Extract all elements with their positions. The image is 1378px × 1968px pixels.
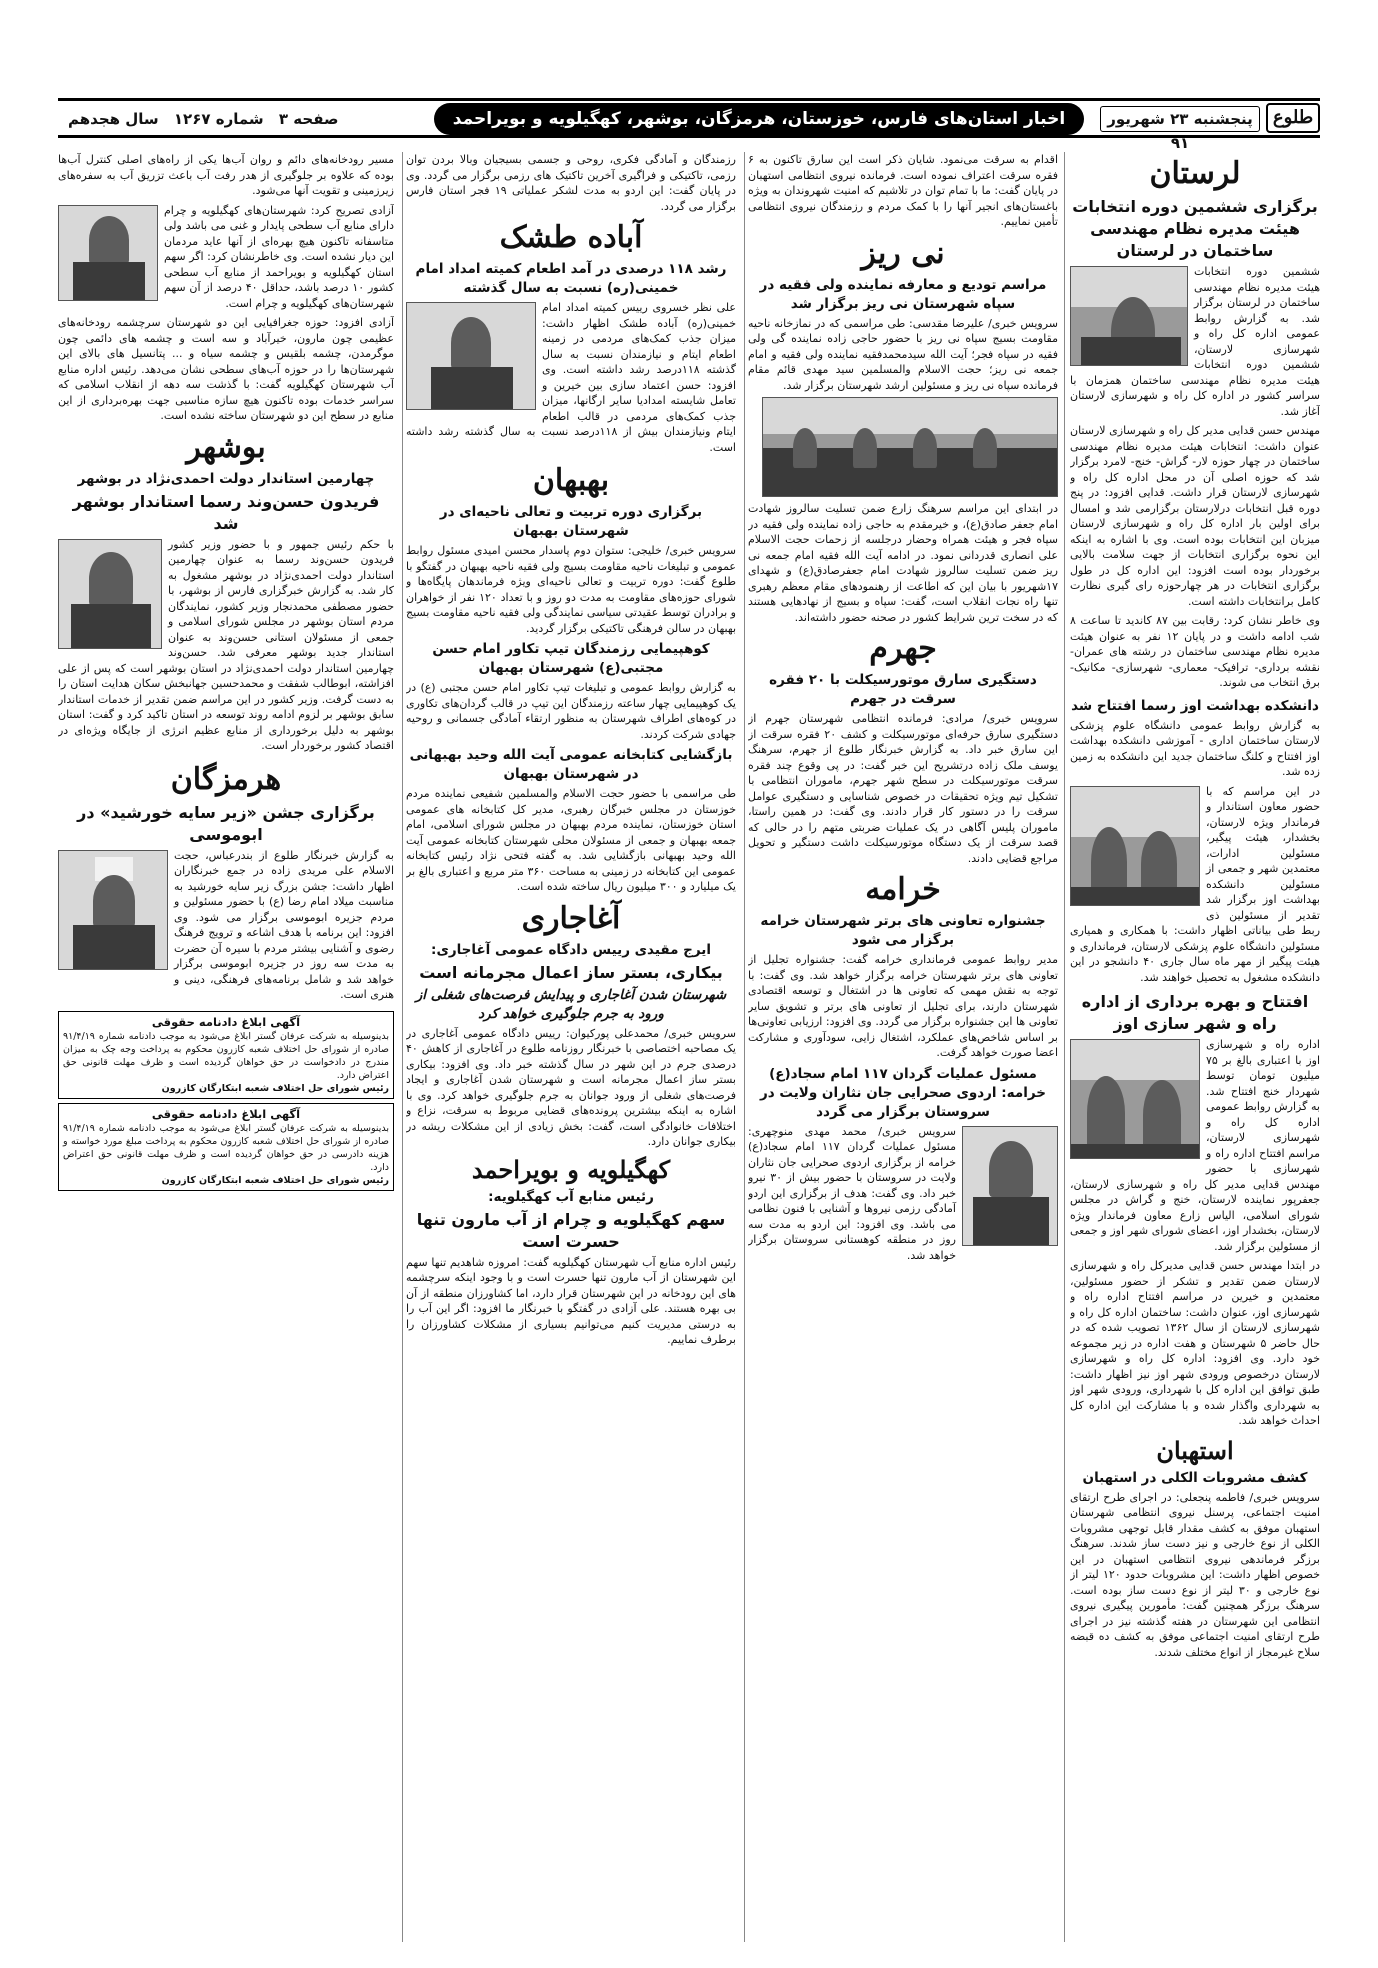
article-headline: فریدون حسن‌وند رسما استاندار بوشهر شد [72,491,380,533]
issue-meta [58,106,378,132]
article-body: آزادی افزود: حوزه جغرافیایی این دو شهرستان سرچشمه رودخانه‌های عظیمی چون مارون، خیرآباد و سه است و چشمه های دائمی چون موگرمدن، چشمه بلقیس و چشمه سیاه و ... پتانسیل های بالای این شهرستان‌ها را در حوزه آب‌های سطحی نشان می‌دهد. رئیس اداره منابع آب شهرستان کهگیلویه گفت: با گذشت سه دهه از انقلاب اسلامی که سراسر خدمات بوده تاکنون هیچ سازه مناسبی جهت بهره‌برداری از این منابع در سطح این دو شهرستان ساخته نشده است. [58,316,394,422]
newspaper-logo: طلوع [1266,103,1320,133]
article-body: به گزارش روابط عمومی و تبلیغات تیپ تکاور امام حسن مجتبی (ع) در یک کوهپیمایی چهار ساعته رزمندگان این تیپ در قالب گردان‌های تکاوری در کوه‌های اطراف شهرستان به منظور ارتقاء آمادگی جسمانی و روحیه جهادی شرکت کردند. [406,681,736,741]
article-body: در ابتدای این مراسم سرهنگ زارع ضمن تسلیت سالروز شهادت امام جعفر صادق(ع)، و خیرمقدم به حاجی زاده نماینده ولی فقیه در سپاه فجر و هیئت همراه وحضار درجلسه از زحمات حجت الاسلام علی انصاری قدردانی نمود. در ادامه آیت الله فقیه امام جمعه نی ریز ضمن تسلیت سالروز شهادت امام جعفرصادق(ع) و شهدای ۱۷شهریور با بیان این که اطاعت از رهنمودهای مقام معظم رهبری تنها راه نجات انقلاب است، گفت: سپاه و بسیج از نهادهایی هستند که در سخت ترین شرایط کشور در صحنه حضور داشته‌اند. [748,502,1058,624]
portrait-photo [58,850,168,970]
portrait-photo [58,539,162,649]
section-heading: بوشهر [186,429,266,465]
news-photo [1070,1039,1200,1159]
section-heading: استهبان [1156,1435,1234,1465]
article-headline: برگزاری جشن «زیر سایه خورشید» در ابوموسی [77,802,375,844]
article-body: اداره راه و شهرسازی اوز با اعتباری بالغ بر ۷۵ میلیون تومان توسط شهردار خنج افتتاح شد. به گزارش روابط عمومی اداره کل راه و شهرسازی لارستان، مراسم افتتاح اداره راه و شهرسازی با حضور مهندس قدایی مدیر کل راه و شهرسازی لارستان، جعفرپور نماینده لارستان، خنج و گراش در مجلس شورای اسلامی، الیاس زارع معاون فرماندار ویژه لارستان، بخشدار اوز، اعضای شورای شهر اوز و جمعی از مسئولین برگزار شد. [1070,1038,1320,1253]
article-body: آزادی تصریح کرد: شهرستان‌های کهگیلویه و چرام دارای منابع آب سطحی پایدار و غنی می باشد ولی متاسفانه تاکنون هیچ بهره‌ای از آنها عاید مردمان این دیار نشده است. وی خاطرنشان کرد: اگر سهم استان کهگیلویه و بویراحمد از منابع آب سطحی کشور ۱۰ درصد باشد، حداقل ۴۰ درصد از آن سهم شهرستان‌های کهگیلویه و چرام است. [164,203,394,310]
article-headline: برگزاری دوره تربیت و تعالی ناحیه‌ای در شهرستان بهبهان [439,504,703,539]
news-photo [1070,786,1200,906]
article-body: سرویس خبری/ مرادی: فرمانده انتظامی شهرستان جهرم از دستگیری سارق حرفه‌ای موتورسیکلت و کشف ۲۰ فقره سرقت از این سارق خبر داد. به گزارش خبرنگار طلوع از جهرم، سرهنگ یوسف ملک زاده درتشریح این خبر گفت: در پی وقوع چند فقره سرقت موتورسیکلت در سطح شهر جهرم، ماموران انتظامی با تشکیل تیم ویژه تحقیقات در خصوص شناسایی و دستگیری عوامل سرقت را در دستور کار قرار دادند. وی گفت: در همین راستا، ماموران پلیس آگاهی در یک عملیات ضربتی متهم را در حالی که قصد سرقت از یک دستگاه موتورسیکلت داشت دستگیر و تحویل مراجع قضایی دادند. [748,712,1058,865]
section-heading: آباده طشک [499,220,643,255]
article-subheadline: رئیس منابع آب کهگیلویه: [488,1188,654,1205]
article-headline: رشد ۱۱۸ درصدی در آمد اطعام کمیته امداد امام خمینی(ره) نسبت به سال گذشته [415,261,727,296]
article-body: ششمین دوره انتخابات هیئت مدیره نظام مهندسی ساختمان در لرستان برگزار شد. به گزارش روابط عمومی اداره کل راه و شهرسازی لارستان، ششمین دوره انتخابات هیئت مدیره نظام مهندسی ساختمان همزمان با سراسر کشور در اداره کل راه و شهرسازی لارستان آغاز شد. [1070,265,1320,418]
legal-notice [58,1103,394,1191]
notice-title: آگهی ابلاغ دادنامه حقوقی [151,1106,301,1121]
article-body: طی مراسمی با حضور حجت الاسلام والمسلمین شفیعی نماینده مردم خوزستان در مجلس خبرگان رهبری، مدیر کل کتابخانه های عمومی استان خوزستان، نماینده مردم بهبهان در مجلس شورای اسلامی، امام جمعه بهبهان و جمعی از مسئولان محلی شهرستان کتابخانه عمومی آیت الله وحید بهبهانی بازگشایی شد. به گفته فتحی نژاد رئیس کتابخانه عمومی این کتابخانه در زمینی به مساحت ۳۶۰ متر مربع و اعتباری بالغ بر یک میلیارد و ۳۰۰ میلیون ریال ساخته شده است. [406,787,736,893]
article-body: سرویس خبری/ محمدعلی پورکیوان: رییس دادگاه عمومی آغاجاری در یک مصاحبه اختصاصی با خبرنگار روزنامه طلوع در آغاجاری از کاهش ۴۰ درصدی جرم در این شهر در سال گذشته خبر داد. وی افزود: بیکاری بستر ساز اعمال مجرمانه است و شهرستان شدن آغاجاری و ایجاد فرصت‌های شغلی از ورود جوانان به جرم جلوگیری خواهد کرد. وی با اشاره به اینکه بیشترین پرونده‌های قضایی مربوط به سرقت، نزاع و اختلافات خانوادگی است، گفت: بخش زیادی از این مشکلات ریشه در بیکاری جوانان دارد. [406,1026,736,1148]
article-body: مهندس حسن قدایی مدیر کل راه و شهرسازی لارستان عنوان داشت: انتخابات هیئت مدیره نظام مهندسی ساختمان در چهار حوزه لار- گراش- خنج- لامرد برگزار شد که حوزه اصلی آن در محل اداره کل راه و شهرسازی لارستان قرار داشت. قدایی افزود: در پنج دوره قبل انتخابات درلارستان برگزارمی شد و امسال برای اولین بار اداره کل راه و شهرسازی لارستان میزبان این انتخابات بوده است. وی با اشاره به اینکه این نحوه برگزاری انتخابات از جهت سلامت بالایی برخوردار بوده است افزود: این اداره کل در طول برگزاری انتخابات در هر چهارحوزه رای گیری نظارت کامل برانتخابات داشته است. [1070,424,1320,608]
article-deck: شهرستان شدن آغاجاری و پیدایش فرصت‌های شغلی از ورود به جرم جلوگیری خواهد کرد [415,986,727,1022]
section-heading: لرستان [1149,156,1241,191]
article-body: به گزارش خبرنگار طلوع از بندرعباس، حجت الاسلام علی مریدی زاده در جمع خبرنگاران اظهار داشت: جشن بزرگ زیر سایه خورشید به مناسبت میلاد امام رضا (ع) با حضور مسئولین و مردم جزیره ابوموسی برگزار می شود. وی افزود: این برنامه با هدف اشاعه و ترویج فرهنگ رضوی و آشنایی بیشتر مردم با سیره آن حضرت به مدت سه روز در جزیره ابوموسی برگزار خواهد شد و شامل برنامه‌های فرهنگی، دینی و هنری است. [174,848,394,1001]
section-heading: بهبهان [532,463,610,498]
issue-date: پنجشنبه ۲۳ شهریور ۹۱ [1100,106,1260,132]
column-divider [1064,152,1065,1942]
legal-notice [58,1011,394,1099]
notice-title: آگهی ابلاغ دادنامه حقوقی [151,1014,301,1029]
column-bushehr [58,152,394,1942]
article-headline: بازگشایی کتابخانه عمومی آیت الله وحید بهبهانی در شهرستان بهبهان [409,747,733,782]
section-heading: هرمزگان [170,761,282,797]
notice-body: بدینوسیله به شرکت عرفان گستر ابلاغ می‌شود به موجب دادنامه شماره ۹۱/۴/۱۹ صادره از شورای حل اختلاف شعبه کازرون محکوم به پرداخت وجه چک به میزان مندرج در دادخواست در حق خواهان گردیده است و ظرف مهلت قانونی حق اعتراض دارد. [63,1030,389,1081]
column-divider [402,152,403,1942]
article-body: در این مراسم که با حضور معاون استاندار و فرماندار ویژه لارستان، بخشدار، هیئت پیگیر، مسئولین ادارات، معتمدین شهر و جمعی از مسئولین دانشکده بهداشت اوز برگزار شد تقدیر از مسئولین ذی ربط طی بیاناتی اظهار داشت: با همکاری و همیاری مسئولین دانشگاه علوم پزشکی لارستان، فرمانداری و هیئت پیگیر از مهر ماه سال جاری ۴۰ دانشجو در این دانشکده مشغول به تحصیل خواهند شد. [1070,784,1320,984]
article-headline: دستگیری سارق موتورسیکلت با ۲۰ فقره سرقت در جهرم [769,672,1037,707]
column-behbahan [406,152,736,1942]
article-subheadline: ایرج مقیدی رییس دادگاه عمومی آغاجاری: [431,941,711,958]
news-photo [762,397,1058,497]
news-photo [1070,266,1188,366]
section-heading: جهرم [869,631,937,666]
issue-number: شماره ۱۲۶۷ [173,110,264,128]
masthead [58,98,1320,152]
article-body: اقدام به سرقت می‌نمود. شایان ذکر است این سارق تاکنون به ۶ فقره سرقت اعتراف نموده است. فرمانده نیروی انتظامی استهبان در پایان گفت: ما با تمام توان در تلاشیم که امنیت شهروندان به ویژه باغستان‌های انجیر آنها را با کمک مردم و رزمندگان نیروی انتظامی تأمین نماییم. [748,153,1058,228]
article-body: سرویس خبری/ علیرضا مقدسی: طی مراسمی که در نمازخانه ناحیه مقاومت بسیج سپاه نی ریز با حضور حاجی زاده نماینده گی ولی فقیه در سپاه فجر؛ آیت الله سیدمحمدفقیه نماینده ولی فقیه و امام جمعه نی ریز؛ حجت الاسلام والمسلمین سید مهدی قائم مقام فرمانده سپاه نی ریز و مسئولین ارشد شهرستان برگزار شد. [748,316,1058,392]
article-body: در ابتدا مهندس حسن قدایی مدیرکل راه و شهرسازی لارستان ضمن تقدیر و تشکر از حضور مسئولین، معتمدین و خیرین در مراسم افتتاح اداره راه و شهرسازی اوز، عنوان داشت: ساختمان اداره کل راه و شهرسازی لارستان از سال ۱۳۶۲ تصویب شده که در حال حاضر ۵ شهرستان و هفت اداره در زیر مجموعه خود دارد. وی افزود: اداره کل راه و شهرسازی لارستان درخصوص ورودی شهر اوز نیز اظهار داشت: طبق توافق این اداره کل با شهرداری، ورودی شهر اوز به شهرداری واگذار شده و با مشارکت این اداره کل احداث خواهد شد. [1070,1259,1320,1427]
article-headline: مراسم تودیع و معارفه نماینده ولی فقیه در سپاه شهرستان نی ریز برگزار شد [759,276,1047,312]
page-title: اخبار استان‌های فارس، خوزستان، هرمزگان، بوشهر، کهگیلویه و بویراحمد [434,103,1084,135]
article-headline: دانشکده بهداشت اوز رسما افتتاح شد [1071,697,1319,714]
article-body: وی خاطر نشان کرد: رقابت بین ۸۷ کاندید تا ساعت ۸ شب ادامه داشت و در پایان ۱۲ نفر به عنوان هیئت مدیره نظام مهندسی ساختمان در رشته های عمران- نقشه برداری- ترافیک- معماری- شهرسازی- مکانیک- برق انتخاب می شوند. [1070,614,1320,689]
article-headline: کوهپیمایی رزمندگان تیپ تکاور امام حسن مجتبی(ع) شهرستان بهبهان [432,641,710,676]
article-body: مسیر رودخانه‌های دائم و روان آب‌ها یکی از راه‌های اصلی کنترل آب‌ها بوده که علاوه بر جلوگیری از هدر رفت آب باعث تزریق آب به سفره‌های زیرزمینی و تقویت آنها می‌شود. [58,153,394,197]
column-neyriz [748,152,1058,1942]
article-body: سرویس خبری/ محمد مهدی منوچهری: مسئول عملیات گردان ۱۱۷ امام سجاد(ع) خرامه از برگزاری اردوی صحرایی جان نثاران ولایت در سروستان با حضور بیش از ۳۰ نیرو خبر داد. وی گفت: هدف از برگزاری این اردو آمادگی رزمی نیروها و آشنایی با فنون نظامی می باشد. وی افزود: این اردو به مدت سه روز در منطقه کوهستانی سروستان برگزار خواهد شد. [748,1124,957,1262]
column-lorestan [1070,152,1320,1942]
article-headline: کشف مشروبات الکلی در استهبان [1082,1469,1308,1486]
article-body: به گزارش روابط عمومی دانشگاه علوم پزشکی لارستان ساختمان اداری - آموزشی دانشکده بهداشت اوز افتتاح و کلنگ ساختمان جدید این دانشکده به زمین زده شد. [1070,718,1320,778]
article-body: سرویس خبری/ خلیجی: ستوان دوم پاسدار محسن امیدی مسئول روابط عمومی و تبلیغات ناحیه مقاومت بسیج ولی فقیه ناحیه بهبهان در گفتگو با طلوع گفت: دوره تربیت و تعالی ناحیه‌ای ویژه فرماندهان پایگاه‌ها و شورای حوزه‌های مقاومت به مدت دو روز و با تعداد ۱۲۰ نفر از خواهران و برادران توسط عقیدتی سیاسی نمایندگی ولی فقیه ناحیه مقاومت بسیج بهبهان در سالن فرهنگی تاکتیکی برگزار گردید. [406,544,736,635]
article-headline: جشنواره تعاونی های برتر شهرستان خرامه برگزار می شود [760,913,1046,948]
article-subheadline: چهارمین استاندار دولت احمدی‌نژاد در بوشهر [77,470,375,487]
section-heading: خرامه [865,872,941,907]
article-body: مدیر روابط عمومی فرمانداری خرامه گفت: جشنواره تجلیل از تعاونی های برتر شهرستان خرامه برگزار خواهد شد. وی گفت: با توجه به نقش مهمی که تعاونی ها در اشتغال و توسعه اقتصادی شهرستان دارند، برای تجلیل از تعاونی های برتر و تشویق سایر تعاونی ها این جشنواره برگزار می گردد. وی افزود: ارزیابی تعاونی‌ها بر اساس شاخص‌های عملکرد، اشتغال زایی، سودآوری و مشارکت اعضا صورت خواهد گرفت. [748,953,1058,1059]
section-heading: کهگیلویه و بویراحمد [471,1154,671,1184]
column-divider [744,152,745,1942]
article-headline: برگزاری ششمین دوره انتخابات هیئت مدیره نظام مهندسی ساختمان در لرستان [1072,197,1318,260]
notice-body: بدینوسیله به شرکت عرفان گستر ابلاغ می‌شود به موجب دادنامه شماره ۹۱/۴/۱۹ صادره از شورای حل اختلاف شعبه کازرون محکوم به پرداخت مبلغ مورد خواسته و هزینه دادرسی در حق خواهان گردیده است و ظرف مهلت قانونی حق اعتراض دارد. [63,1122,389,1173]
article-headline: بیکاری، بستر ساز اعمال مجرمانه است [419,962,723,982]
article-headline: افتتاح و بهره برداری از اداره راه و شهر سازی اوز [1081,992,1309,1033]
section-heading: آغاجاری [521,900,621,936]
article-body: سرویس خبری/ فاطمه پنجعلی: در اجرای طرح ارتقای امنیت اجتماعی، پرسنل نیروی انتظامی شهرستان استهبان موفق به کشف مقدار قابل توجهی مشروبات الکلی از نوع خارجی و نیز دست ساز شدند. سرهنگ برزگر فرماندهی نیروی انتظامی استهبان در این خصوص اظهار داشت: این مشروبات حدود ۱۲۰ لیتر از نوع خارجی و ۳۰ لیتر از نوع دست ساز بوده است. سرهنگ برزگر همچنین گفت: مأمورین پیگیری نیروی انتظامی این شهرستان در هفته گذشته نیز در اجرای طرح ارتقای امنیت اجتماعی موفق به کشف ده قبضه سلاح غیرمجاز از انواع مختلف شدند. [1070,1490,1320,1659]
article-headline: سهم کهگیلویه و چرام از آب مارون تنها حسرت است [416,1209,726,1251]
article-body: با حکم رئیس جمهور و با حضور وزیر کشور فریدون حسن‌وند رسما به عنوان چهارمین استاندار دولت احمدی‌نژاد در بوشهر مشغول به کار شد. به گزارش خبرگزاری فارس از بوشهر، با حضور مصطفی محمدنجار وزیر کشور، نمایندگان مردم استان بوشهر در مجلس شورای اسلامی و جمعی از مسئولان استانی حسن‌وند به عنوان استاندار جدید بوشهر معرفی شد. حسن‌وند چهارمین استاندار دولت احمدی‌نژاد در استان بوشهر است که پس از علی افزاشته، ابوطالب شفقت و محمدحسین جهانبخش سکان هدایت استان را به دست گرفت. وزیر کشور در این مراسم ضمن تقدیر از خدمات استاندار سابق بوشهر بر لزوم ادامه روند توسعه در استان تاکید کرد و گفت: استان بوشهر به دلیل برخورداری از منابع عظیم انرژی از جایگاه ویژه‌ای در اقتصاد کشور برخوردار است. [58,537,394,752]
year-volume: سال هجدهم [68,110,159,128]
portrait-photo [406,302,536,410]
notice-signature: رئیس شورای حل اختلاف شعبه ابتکارگان کازرون [161,1082,389,1094]
page-number: صفحه ۳ [278,110,339,128]
article-body: رزمندگان و آمادگی فکری، روحی و جسمی بسیجیان وبالا بردن توان رزمی، تاکتیکی و فراگیری آخرین تاکتیک های رزمی برگزار می گردد. وی در پایان گفت: این اردو به مدت لشکر عملیاتی ۱۹ فجر استان فارس برگزار می گردد. [406,153,736,213]
article-body: رئیس اداره منابع آب شهرستان کهگیلویه گفت: امروزه شاهدیم تنها سهم این شهرستان از آب مارون تنها حسرت است و با وجود اینکه سرچشمه های این رودخانه در این شهرستان قرار دارد، اما کشاورزان منطقه از آن بی بهره هستند. علی آزادی در گفتگو با خبرنگار ما افزود: اگر این آب را به درستی مدیریت کنیم می‌توانیم بسیاری از مشکلات کشاورزان را برطرف نماییم. [406,1255,736,1346]
article-headline: مسئول عملیات گردان ۱۱۷ امام سجاد(ع) خرامه: اردوی صحرایی جان نثاران ولایت در سروستان برگزار می گردد [760,1065,1046,1120]
portrait-photo [962,1126,1058,1246]
article-body: علی نظر خسروی رییس کمیته امداد امام خمینی(ره) آباده طشک اظهار داشت: میزان جذب کمک‌های مردمی در زمینه اطعام ایتام و نیازمندان نسبت به سال گذشته ۱۱۸درصد رشد داشته است. وی افزود: حسن اعتماد سازی بین خیرین و تعامل شایسته امدادیا سایر ارگانها، میزان جذب کمک‌های مردمی در قالب اطعام ایتام ونیازمندان بیش از ۱۱۸درصد نسبت به سال گذشته رشد داشته است. [406,301,736,454]
notice-signature: رئیس شورای حل اختلاف شعبه ابتکارگان کازرون [161,1174,389,1186]
portrait-photo [58,205,158,301]
section-heading: نی ریز [861,235,945,271]
